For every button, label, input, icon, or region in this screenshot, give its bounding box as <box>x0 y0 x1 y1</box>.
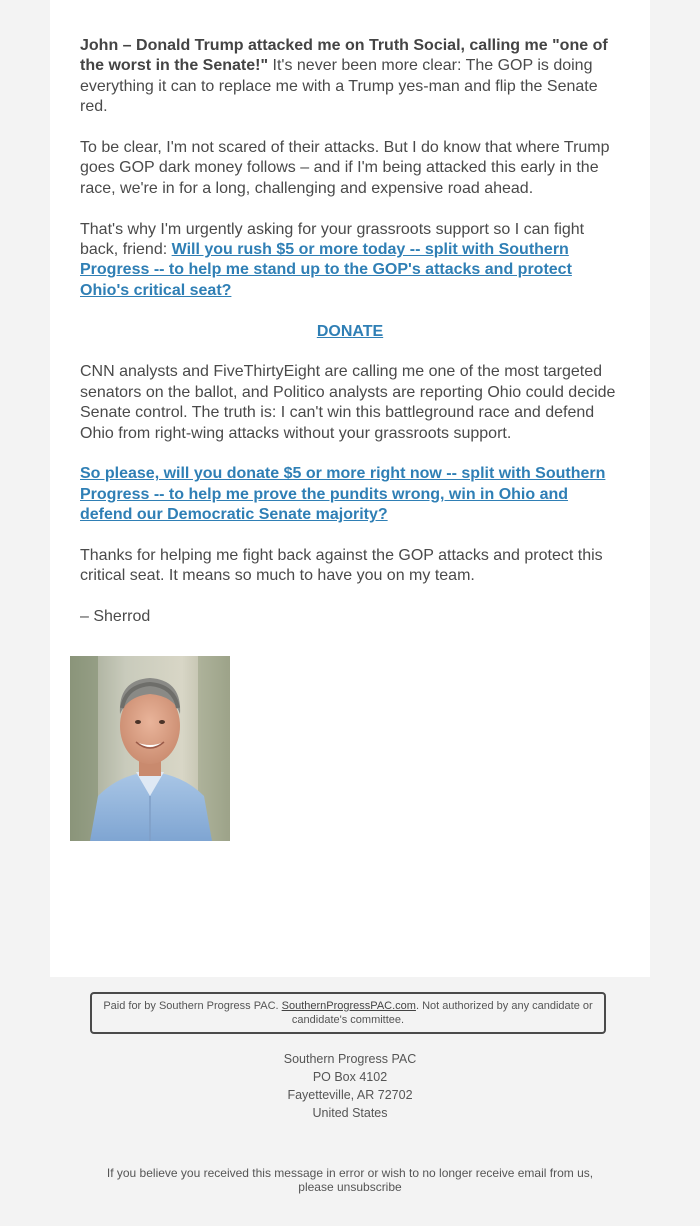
paragraph-ask <box>80 220 620 302</box>
disclaimer-text-post: . Not authorized by any candidate or candidate's committee. <box>291 1000 593 1026</box>
address-org: Southern Progress PAC <box>283 1052 417 1066</box>
candidate-photo <box>70 656 230 841</box>
paragraph-thanks: Thanks for helping me fight back against the GOP attacks and protect this critical seat. It means so much to have you on my team. <box>80 547 603 585</box>
disclaimer-text-pre: Paid for by Southern Progress PAC. <box>103 1000 282 1012</box>
ask-text: That's why I'm urgently asking for your grassroots support so I can fight back, friend: <box>80 220 585 259</box>
mailing-address <box>50 1050 650 1122</box>
please-donate-link[interactable]: So please, will you donate $5 or more right now -- split with Southern Progress -- to help me prove the pundits wrong, win in Ohio and defend our Democratic Senate majority? <box>80 465 606 524</box>
donate-link[interactable]: DONATE <box>316 322 384 340</box>
pac-website-link[interactable]: SouthernProgressPAC.com <box>281 1000 416 1012</box>
address-line2: Fayetteville, AR 72702 <box>287 1088 413 1102</box>
email-card <box>50 0 650 977</box>
paragraph-intro <box>80 36 620 118</box>
intro-bold-text: John – Donald Trump attacked me on Truth Social, calling me "one of the worst in the Senate!" <box>80 37 608 75</box>
address-country: United States <box>312 1106 388 1120</box>
paragraph-analysts: CNN analysts and FiveThirtyEight are calling me one of the most targeted senators on the ballot, and Politico analysts are reporting Ohio could decide Senate control. The truth is: I can't win this battleground race and defend Ohio from right-wing attacks without your grassroots support. <box>80 363 616 442</box>
donate-line <box>80 322 620 342</box>
rush-donation-link[interactable]: Will you rush $5 or more today -- split with Southern Progress -- to help me stand up to the GOP's attacks and protect Ohio's critical seat? <box>80 241 572 299</box>
unsubscribe-notice[interactable]: If you believe you received this message in error or wish to no longer receive email from us, please unsubscribe <box>106 1166 594 1194</box>
paragraph-attacks: To be clear, I'm not scared of their attacks. But I do know that where Trump goes GOP dark money follows – and if I'm being attacked this early in the race, we're in for a long, challenging and expensive road ahead. <box>80 139 610 197</box>
paragraph-please <box>80 464 620 525</box>
disclaimer-box <box>90 992 606 1034</box>
email-body <box>80 36 620 648</box>
address-line1: PO Box 4102 <box>312 1070 388 1084</box>
signoff: – Sherrod <box>80 608 151 626</box>
intro-text: It's never been more clear: The GOP is doing everything it can to replace me with a Trump yes-man and flip the Senate red. <box>80 57 598 116</box>
